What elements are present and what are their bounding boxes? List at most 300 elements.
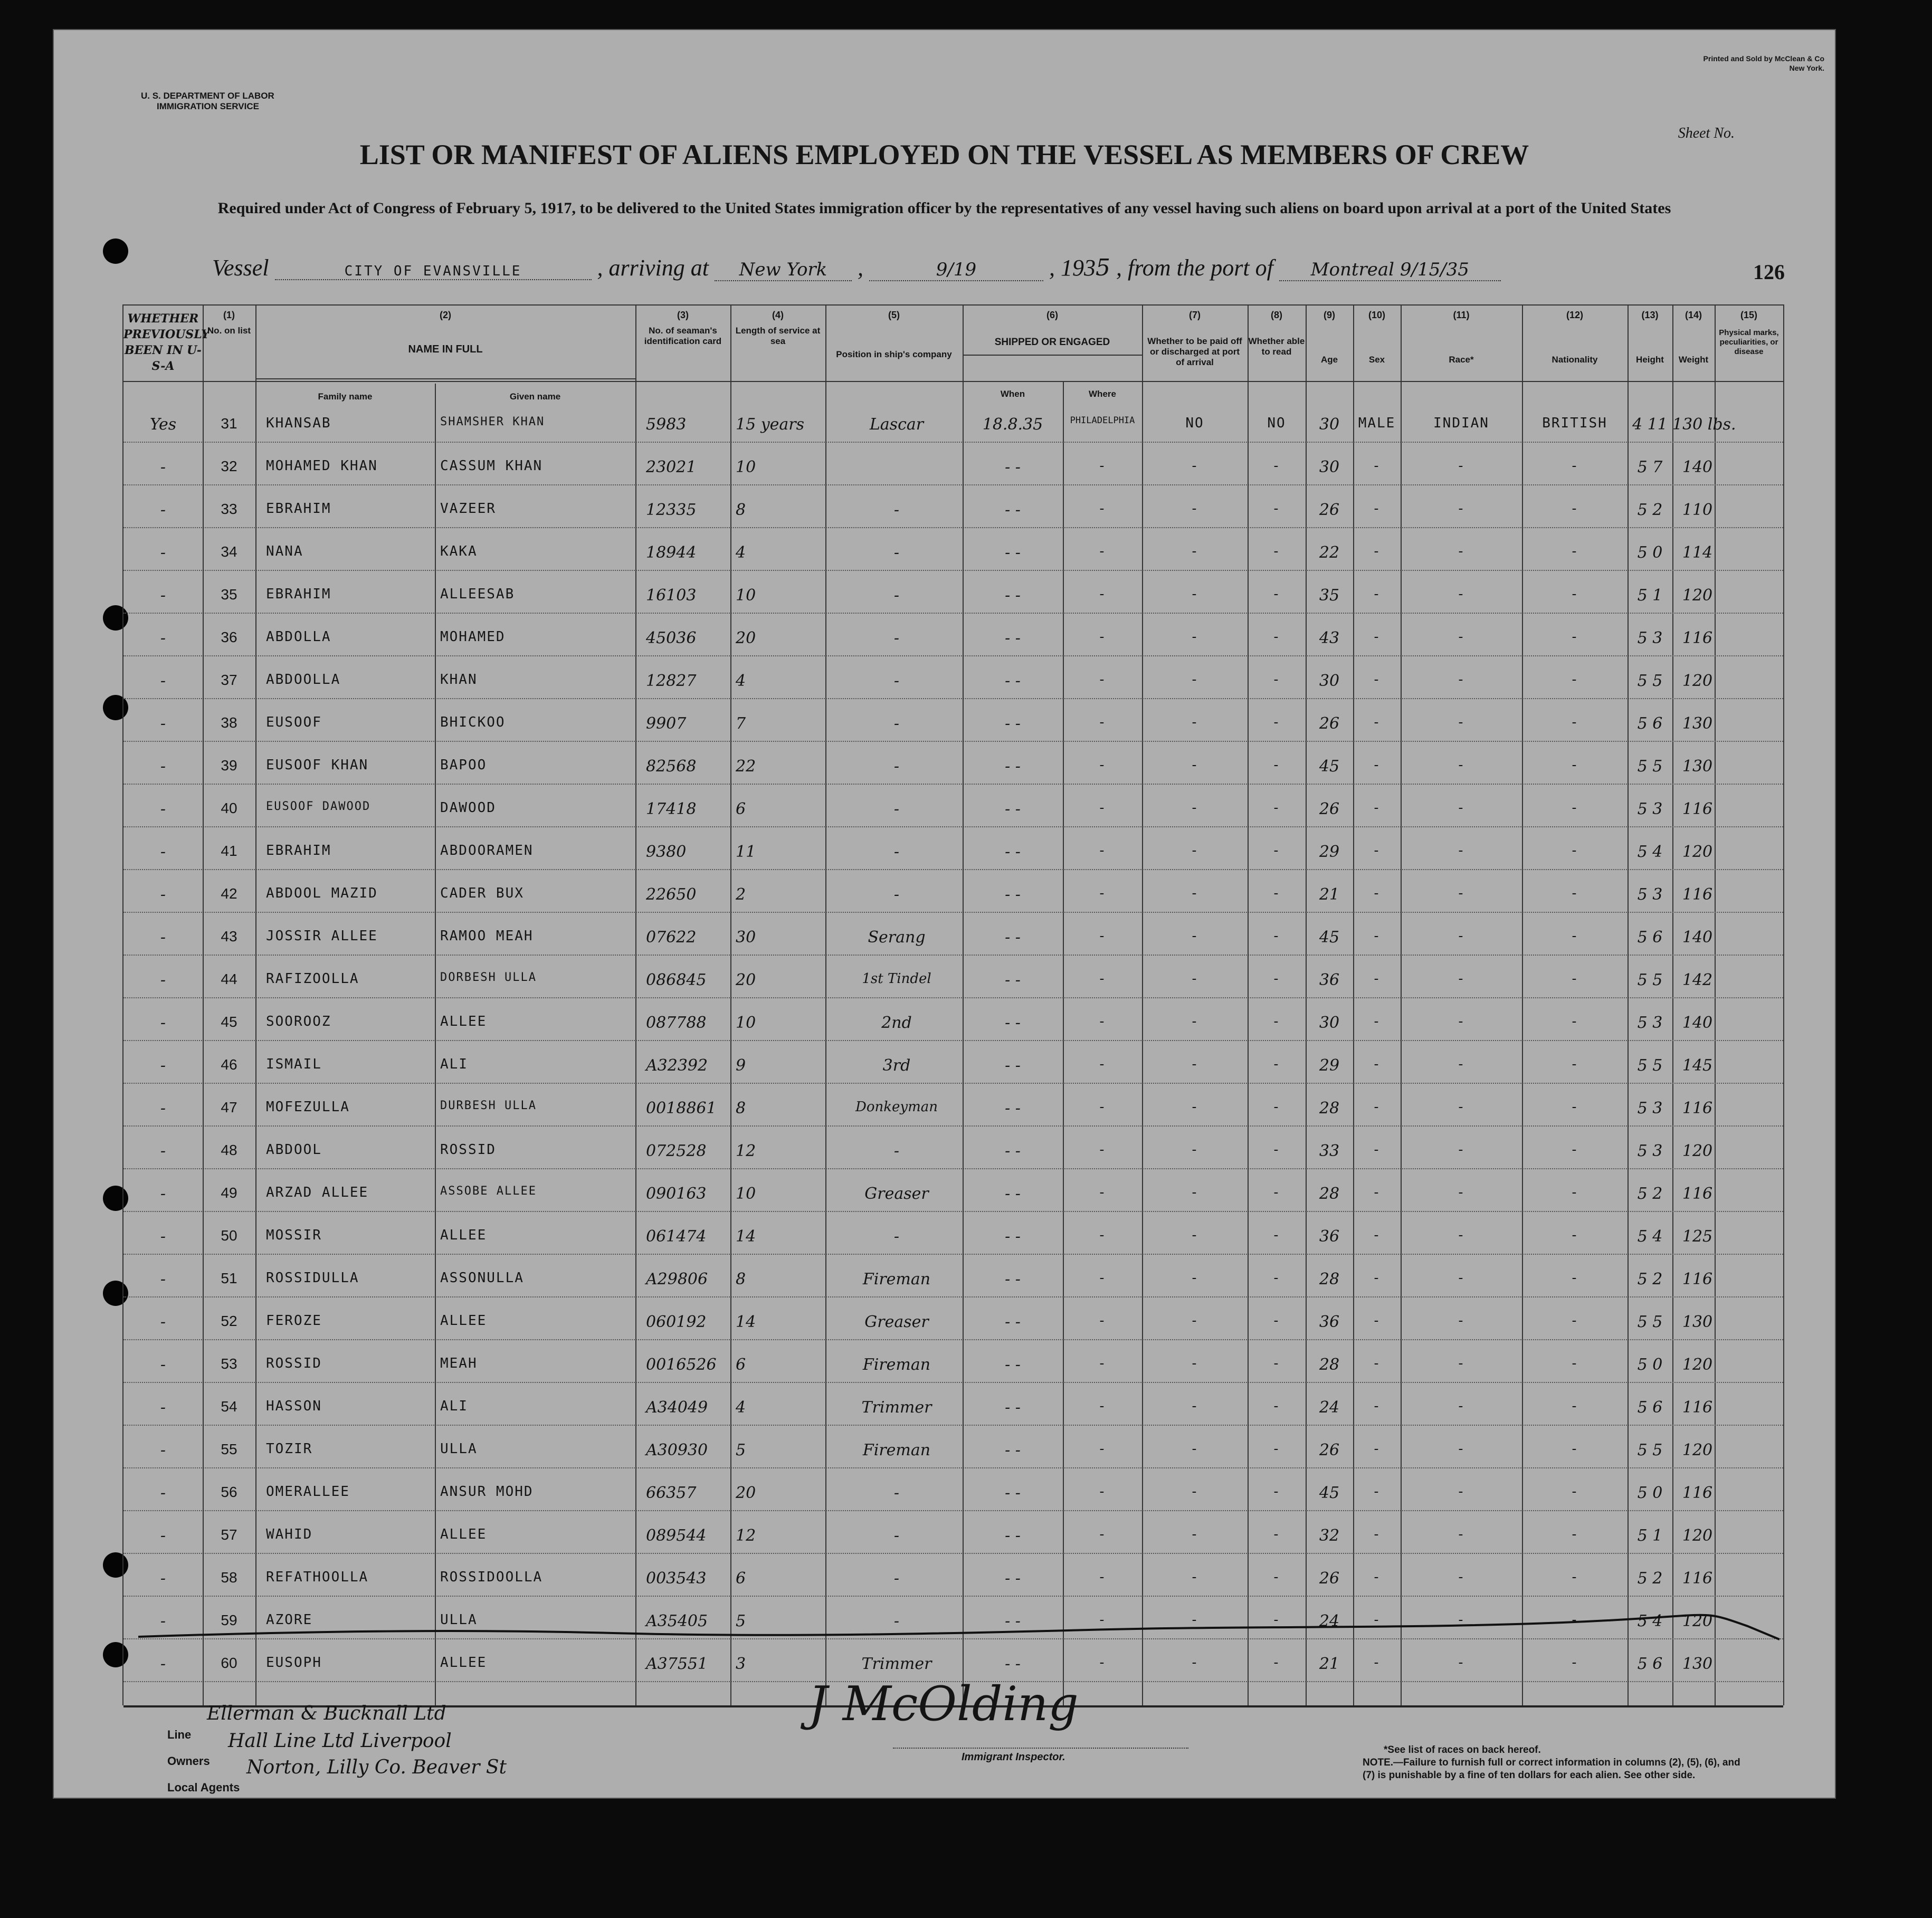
cell-sex: - <box>1372 1099 1382 1115</box>
cell-shipped-when: - - <box>1005 843 1021 861</box>
cell-age: 28 <box>1319 1099 1340 1118</box>
cell-paid-off: - <box>1190 672 1200 688</box>
cell-length-of-service: 8 <box>736 1099 746 1118</box>
row-rule <box>123 1211 1783 1212</box>
cell-list-number: 58 <box>221 1569 237 1586</box>
cell-position: 1st Tindel <box>862 971 931 987</box>
footnote <box>1363 1744 1743 1782</box>
cell-sex: - <box>1372 1142 1382 1158</box>
cell-position: Trimmer <box>861 1398 932 1417</box>
cell-able-to-read: - <box>1272 1526 1281 1542</box>
cell-weight: 130 <box>1682 1313 1713 1331</box>
cell-seaman-card: A35405 <box>646 1612 708 1630</box>
cell-height: 5 4 <box>1637 1227 1663 1246</box>
row-rule <box>123 826 1783 827</box>
cell-length-of-service: 10 <box>736 586 756 605</box>
manifest-page <box>53 29 1836 1799</box>
cell-given-name: ASSOBE ALLEE <box>440 1185 537 1198</box>
cell-height: 5 0 <box>1637 1484 1663 1502</box>
cell-previously-in-usa: - <box>160 586 166 605</box>
cell-sex: - <box>1372 757 1382 773</box>
cell-shipped-where: - <box>1098 1569 1107 1585</box>
cell-family-name: ROSSID <box>266 1356 322 1371</box>
cell-family-name: SOOROOZ <box>266 1014 331 1029</box>
punch-hole <box>103 238 128 264</box>
cell-able-to-read: - <box>1272 714 1281 730</box>
cell-shipped-where: - <box>1098 1484 1107 1500</box>
cell-length-of-service: 9 <box>736 1056 746 1075</box>
cell-shipped-when: - - <box>1005 928 1021 947</box>
cell-able-to-read: - <box>1272 1185 1281 1200</box>
cell-sex: - <box>1372 928 1382 944</box>
cell-nationality: - <box>1570 928 1579 944</box>
arriving-port: New York <box>715 259 852 281</box>
row-rule <box>123 869 1783 870</box>
cell-shipped-when: - - <box>1005 885 1021 904</box>
cell-length-of-service: 6 <box>736 1356 746 1374</box>
cell-previously-in-usa: - <box>160 1569 166 1588</box>
line-label: Line <box>167 1728 192 1741</box>
cell-weight: 140 <box>1682 928 1713 947</box>
printer-line-2: New York. <box>1789 64 1824 72</box>
cell-given-name: ALLEE <box>440 1526 487 1542</box>
cell-seaman-card: 061474 <box>646 1227 707 1246</box>
cell-sex: - <box>1372 843 1382 858</box>
cell-seaman-card: 12335 <box>646 501 697 519</box>
cell-age: 36 <box>1319 1227 1340 1246</box>
cell-family-name: NANA <box>266 543 303 559</box>
cell-given-name: ROSSIDOOLLA <box>440 1569 543 1585</box>
cell-position: Greaser <box>864 1313 929 1331</box>
cell-family-name: ROSSIDULLA <box>266 1270 359 1286</box>
cell-race: - <box>1457 458 1466 474</box>
header-num-8: (8) <box>1271 310 1282 320</box>
cell-weight: 120 <box>1682 1356 1713 1374</box>
cell-position: - <box>893 629 900 647</box>
row-rule <box>123 997 1783 998</box>
arrival-date: 9/19 <box>869 259 1043 281</box>
cell-shipped-where: - <box>1098 928 1107 944</box>
cell-shipped-when: - - <box>1005 1227 1021 1246</box>
owners-value: Hall Line Ltd Liverpool <box>228 1730 452 1752</box>
cell-weight: 114 <box>1682 543 1713 562</box>
header-num-2: (2) <box>440 310 451 320</box>
cell-able-to-read: - <box>1272 1142 1281 1158</box>
cell-height: 5 3 <box>1637 1099 1663 1118</box>
from-port: Montreal 9/15/35 <box>1279 259 1501 281</box>
cell-paid-off: - <box>1190 629 1200 645</box>
cell-list-number: 36 <box>221 629 237 645</box>
cell-length-of-service: 4 <box>736 543 746 562</box>
cell-position: Trimmer <box>861 1655 932 1673</box>
cell-race: - <box>1457 586 1466 602</box>
cell-list-number: 49 <box>221 1185 237 1201</box>
cell-seaman-card: 82568 <box>646 757 697 776</box>
cell-list-number: 34 <box>221 543 237 560</box>
cell-previously-in-usa: - <box>160 714 166 733</box>
cell-family-name: OMERALLEE <box>266 1484 350 1500</box>
cell-able-to-read: - <box>1272 885 1281 901</box>
cell-race: - <box>1457 629 1466 645</box>
header-num-6: (6) <box>1046 310 1058 320</box>
crew-table <box>122 304 1783 1705</box>
cell-family-name: JOSSIR ALLEE <box>266 928 378 944</box>
cell-family-name: MOHAMED KHAN <box>266 458 378 474</box>
cell-race: INDIAN <box>1433 415 1489 431</box>
cell-position: - <box>893 1569 900 1588</box>
cell-length-of-service: 4 <box>736 1398 746 1417</box>
cell-weight: 142 <box>1682 971 1713 989</box>
cell-age: 35 <box>1319 586 1340 605</box>
cell-paid-off: - <box>1190 1441 1200 1457</box>
cell-paid-off: - <box>1190 1569 1200 1585</box>
cell-age: 36 <box>1319 1313 1340 1331</box>
cell-shipped-where: - <box>1098 843 1107 858</box>
cell-shipped-when: - - <box>1005 757 1021 776</box>
cell-length-of-service: 15 years <box>736 415 805 434</box>
cell-shipped-when: - - <box>1005 1270 1021 1289</box>
cell-previously-in-usa: - <box>160 1099 166 1118</box>
header-num-12: (12) <box>1566 310 1583 320</box>
header-num-1: (1) <box>223 310 235 320</box>
cell-height: 5 3 <box>1637 800 1663 818</box>
cell-height: 4 11 <box>1632 415 1668 434</box>
cell-race: - <box>1457 885 1466 901</box>
cell-length-of-service: 5 <box>736 1612 746 1630</box>
cell-shipped-where: - <box>1098 1185 1107 1200</box>
col-divider <box>635 304 636 1705</box>
cell-seaman-card: 0018861 <box>646 1099 717 1118</box>
header-name-in-full: NAME IN FULL <box>408 343 483 355</box>
cell-family-name: MOFEZULLA <box>266 1099 350 1115</box>
cell-shipped-when: - - <box>1005 714 1021 733</box>
cell-able-to-read: - <box>1272 757 1281 773</box>
row-rule <box>123 1339 1783 1340</box>
cell-weight: 125 <box>1682 1227 1713 1246</box>
cell-sex: - <box>1372 1227 1382 1243</box>
cell-position: Fireman <box>862 1356 931 1374</box>
header-num-7: (7) <box>1189 310 1201 320</box>
cell-weight: 120 <box>1682 672 1713 690</box>
cell-shipped-where: - <box>1098 672 1107 688</box>
cell-paid-off: - <box>1190 1484 1200 1500</box>
cell-shipped-where: - <box>1098 971 1107 987</box>
cell-previously-in-usa: - <box>160 672 166 690</box>
cell-previously-in-usa: - <box>160 885 166 904</box>
cell-given-name: KAKA <box>440 543 478 559</box>
cell-given-name: ALI <box>440 1398 468 1414</box>
cell-race: - <box>1457 1356 1466 1371</box>
cell-paid-off: - <box>1190 1099 1200 1115</box>
cell-shipped-when: - - <box>1005 672 1021 690</box>
cell-age: 26 <box>1319 501 1340 519</box>
cell-able-to-read: - <box>1272 1441 1281 1457</box>
cell-nationality: - <box>1570 1398 1579 1414</box>
cell-shipped-when: - - <box>1005 1569 1021 1588</box>
header-weight: Weight <box>1678 355 1709 365</box>
cell-list-number: 52 <box>221 1313 237 1329</box>
cell-position: - <box>893 586 900 605</box>
cell-paid-off: - <box>1190 800 1200 816</box>
cell-given-name: MEAH <box>440 1356 478 1371</box>
cell-able-to-read: - <box>1272 458 1281 474</box>
signature-rule <box>893 1748 1188 1749</box>
cell-nationality: - <box>1570 1270 1579 1286</box>
cell-length-of-service: 8 <box>736 1270 746 1289</box>
cell-seaman-card: 089544 <box>646 1526 707 1545</box>
cell-paid-off: - <box>1190 1270 1200 1286</box>
cell-height: 5 6 <box>1637 928 1663 947</box>
cell-height: 5 1 <box>1637 586 1663 605</box>
cell-paid-off: - <box>1190 543 1200 559</box>
cell-weight: 120 <box>1682 1441 1713 1459</box>
cell-race: - <box>1457 1227 1466 1243</box>
cell-position: Serang <box>868 928 926 947</box>
cell-family-name: EBRAHIM <box>266 843 331 858</box>
cell-weight: 120 <box>1682 1526 1713 1545</box>
cell-list-number: 42 <box>221 885 237 902</box>
cell-age: 26 <box>1319 800 1340 818</box>
cell-nationality: - <box>1570 501 1579 517</box>
cell-list-number: 53 <box>221 1356 237 1372</box>
cell-given-name: VAZEER <box>440 501 496 517</box>
cell-age: 30 <box>1319 458 1340 476</box>
cell-age: 24 <box>1319 1398 1340 1417</box>
cell-shipped-where: - <box>1098 714 1107 730</box>
cell-paid-off: - <box>1190 1227 1200 1243</box>
cell-paid-off: - <box>1190 1612 1200 1628</box>
header-nationality: Nationality <box>1552 355 1598 365</box>
cell-nationality: - <box>1570 1484 1579 1500</box>
cell-given-name: ALLEE <box>440 1655 487 1671</box>
cell-able-to-read: NO <box>1267 415 1286 431</box>
cell-sex: - <box>1372 1484 1382 1500</box>
header-height: Height <box>1636 355 1664 365</box>
cell-length-of-service: 20 <box>736 971 756 989</box>
cell-height: 5 5 <box>1637 672 1663 690</box>
end-of-list-line <box>138 1608 1785 1650</box>
cell-length-of-service: 6 <box>736 800 746 818</box>
cell-previously-in-usa: - <box>160 1356 166 1374</box>
row-rule <box>123 1125 1783 1127</box>
cell-sex: - <box>1372 1569 1382 1585</box>
cell-race: - <box>1457 928 1466 944</box>
cell-height: 5 2 <box>1637 1185 1663 1203</box>
cell-family-name: ARZAD ALLEE <box>266 1185 369 1200</box>
footnote-races: *See list of races on back hereof. <box>1384 1744 1541 1755</box>
cell-length-of-service: 11 <box>736 843 756 861</box>
cell-nationality: - <box>1570 672 1579 688</box>
cell-family-name: MOSSIR <box>266 1227 322 1243</box>
cell-family-name: EUSOOF <box>266 714 322 730</box>
line-value: Ellerman & Bucknall Ltd <box>207 1703 446 1724</box>
cell-age: 28 <box>1319 1356 1340 1374</box>
cell-age: 30 <box>1319 415 1340 434</box>
row-rule <box>123 741 1783 742</box>
cell-age: 24 <box>1319 1612 1340 1630</box>
header-num-4: (4) <box>772 310 784 320</box>
header-num-14: (14) <box>1684 310 1702 320</box>
row-rule <box>123 1254 1783 1255</box>
cell-sex: - <box>1372 543 1382 559</box>
cell-sex: - <box>1372 1526 1382 1542</box>
cell-paid-off: - <box>1190 928 1200 944</box>
cell-seaman-card: 18944 <box>646 543 697 562</box>
cell-seaman-card: 0016526 <box>646 1356 717 1374</box>
cell-nationality: - <box>1570 629 1579 645</box>
cell-position: - <box>893 800 900 818</box>
cell-list-number: 46 <box>221 1056 237 1073</box>
cell-sex: - <box>1372 800 1382 816</box>
row-rule <box>123 955 1783 956</box>
cell-nationality: - <box>1570 843 1579 858</box>
cell-weight: 116 <box>1682 1484 1713 1502</box>
local-agents-label: Local Agents <box>167 1781 240 1794</box>
cell-seaman-card: 060192 <box>646 1313 707 1331</box>
cell-shipped-where: - <box>1098 1313 1107 1329</box>
cell-seaman-card: 07622 <box>646 928 697 947</box>
col-divider <box>730 304 731 1705</box>
cell-shipped-when: - - <box>1005 543 1021 562</box>
cell-family-name: KHANSAB <box>266 415 331 431</box>
cell-age: 22 <box>1319 543 1340 562</box>
header-num-3: (3) <box>677 310 689 320</box>
cell-family-name: EUSOOF DAWOOD <box>266 800 371 813</box>
cell-nationality: - <box>1570 1569 1579 1585</box>
header-paid-off: Whether to be paid off or discharged at port of arrival <box>1147 336 1242 367</box>
cell-sex: - <box>1372 629 1382 645</box>
cell-able-to-read: - <box>1272 1398 1281 1414</box>
cell-weight: 116 <box>1682 885 1713 904</box>
cell-height: 5 4 <box>1637 843 1663 861</box>
cell-given-name: KHAN <box>440 672 478 688</box>
cell-height: 5 1 <box>1637 1526 1663 1545</box>
row-rule <box>123 570 1783 571</box>
cell-able-to-read: - <box>1272 672 1281 688</box>
arriving-label: , arriving at <box>597 255 709 281</box>
cell-list-number: 31 <box>221 415 237 432</box>
cell-shipped-when: - - <box>1005 586 1021 605</box>
cell-given-name: BHICKOO <box>440 714 506 730</box>
page-number: 126 <box>1753 260 1785 284</box>
row-rule <box>123 1553 1783 1554</box>
cell-weight: 116 <box>1682 1185 1713 1203</box>
cell-shipped-when: - - <box>1005 1056 1021 1075</box>
cell-previously-in-usa: - <box>160 629 166 647</box>
cell-previously-in-usa: - <box>160 501 166 519</box>
cell-able-to-read: - <box>1272 1099 1281 1115</box>
cell-nationality: - <box>1570 1655 1579 1671</box>
header-num-13: (13) <box>1641 310 1659 320</box>
cell-length-of-service: 12 <box>736 1526 756 1545</box>
cell-previously-in-usa: - <box>160 1313 166 1331</box>
cell-shipped-when: - - <box>1005 1185 1021 1203</box>
cell-able-to-read: - <box>1272 1014 1281 1029</box>
cell-shipped-when: - - <box>1005 1142 1021 1160</box>
cell-height: 5 6 <box>1637 714 1663 733</box>
cell-height: 5 2 <box>1637 1569 1663 1588</box>
cell-age: 21 <box>1319 885 1340 904</box>
cell-able-to-read: - <box>1272 1569 1281 1585</box>
row-rule <box>123 527 1783 528</box>
page-subtitle: Required under Act of Congress of February 5, 1917, to be delivered to the United States immigration officer by the representatives of any vessel having such aliens on board upon arrival at a port of the United States <box>217 199 1671 217</box>
cell-height: 5 2 <box>1637 501 1663 519</box>
cell-length-of-service: 12 <box>736 1142 756 1160</box>
cell-age: 33 <box>1319 1142 1340 1160</box>
cell-length-of-service: 10 <box>736 1185 756 1203</box>
cell-shipped-where: - <box>1098 1398 1107 1414</box>
cell-paid-off: - <box>1190 1526 1200 1542</box>
cell-height: 5 3 <box>1637 1014 1663 1032</box>
cell-seaman-card: 003543 <box>646 1569 707 1588</box>
vessel-label: Vessel <box>212 255 269 281</box>
cell-given-name: ALI <box>440 1056 468 1072</box>
cell-previously-in-usa: Yes <box>149 415 177 434</box>
cell-previously-in-usa: - <box>160 971 166 989</box>
cell-able-to-read: - <box>1272 1270 1281 1286</box>
cell-able-to-read: - <box>1272 971 1281 987</box>
cell-nationality: - <box>1570 458 1579 474</box>
cell-shipped-when: - - <box>1005 629 1021 647</box>
header-shipped-engaged: SHIPPED OR ENGAGED <box>994 337 1110 348</box>
header-num-9: (9) <box>1324 310 1335 320</box>
cell-able-to-read: - <box>1272 1612 1281 1628</box>
cell-seaman-card: 45036 <box>646 629 697 647</box>
row-rule <box>123 784 1783 785</box>
cell-age: 30 <box>1319 672 1340 690</box>
cell-shipped-when: - - <box>1005 1356 1021 1374</box>
cell-shipped-where: - <box>1098 1056 1107 1072</box>
cell-shipped-where: - <box>1098 1655 1107 1671</box>
cell-length-of-service: 22 <box>736 757 756 776</box>
cell-weight: 120 <box>1682 1612 1713 1630</box>
cell-height: 5 3 <box>1637 885 1663 904</box>
cell-list-number: 37 <box>221 672 237 688</box>
cell-position: 3rd <box>882 1056 911 1075</box>
cell-family-name: ABDOOL <box>266 1142 322 1158</box>
header-age: Age <box>1320 355 1338 365</box>
cell-seaman-card: 17418 <box>646 800 697 818</box>
cell-shipped-when: 18.8.35 <box>982 415 1043 434</box>
cell-previously-in-usa: - <box>160 843 166 861</box>
cell-race: - <box>1457 1612 1466 1628</box>
cell-nationality: - <box>1570 714 1579 730</box>
cell-sex: - <box>1372 672 1382 688</box>
cell-position: - <box>893 672 900 690</box>
cell-weight: 116 <box>1682 1099 1713 1118</box>
cell-shipped-when: - - <box>1005 1655 1021 1673</box>
printer-line-1: Printed and Sold by McClean & Co <box>1703 54 1824 63</box>
comma-label: , <box>857 255 863 281</box>
cell-previously-in-usa: - <box>160 543 166 562</box>
cell-shipped-where: - <box>1098 757 1107 773</box>
cell-nationality: - <box>1570 1014 1579 1029</box>
cell-given-name: ALLEE <box>440 1227 487 1243</box>
cell-paid-off: - <box>1190 1014 1200 1029</box>
cell-nationality: - <box>1570 1612 1579 1628</box>
cell-age: 28 <box>1319 1270 1340 1289</box>
cell-seaman-card: 22650 <box>646 885 697 904</box>
header-physical-marks: Physical marks, peculiarities, or disease <box>1719 328 1779 356</box>
cell-sex: - <box>1372 1398 1382 1414</box>
cell-seaman-card: 23021 <box>646 458 697 476</box>
cell-weight: 116 <box>1682 800 1713 818</box>
cell-shipped-where: - <box>1098 1227 1107 1243</box>
cell-previously-in-usa: - <box>160 1655 166 1673</box>
cell-family-name: TOZIR <box>266 1441 313 1457</box>
row-rule <box>123 1467 1783 1468</box>
row-rule <box>123 442 1783 443</box>
